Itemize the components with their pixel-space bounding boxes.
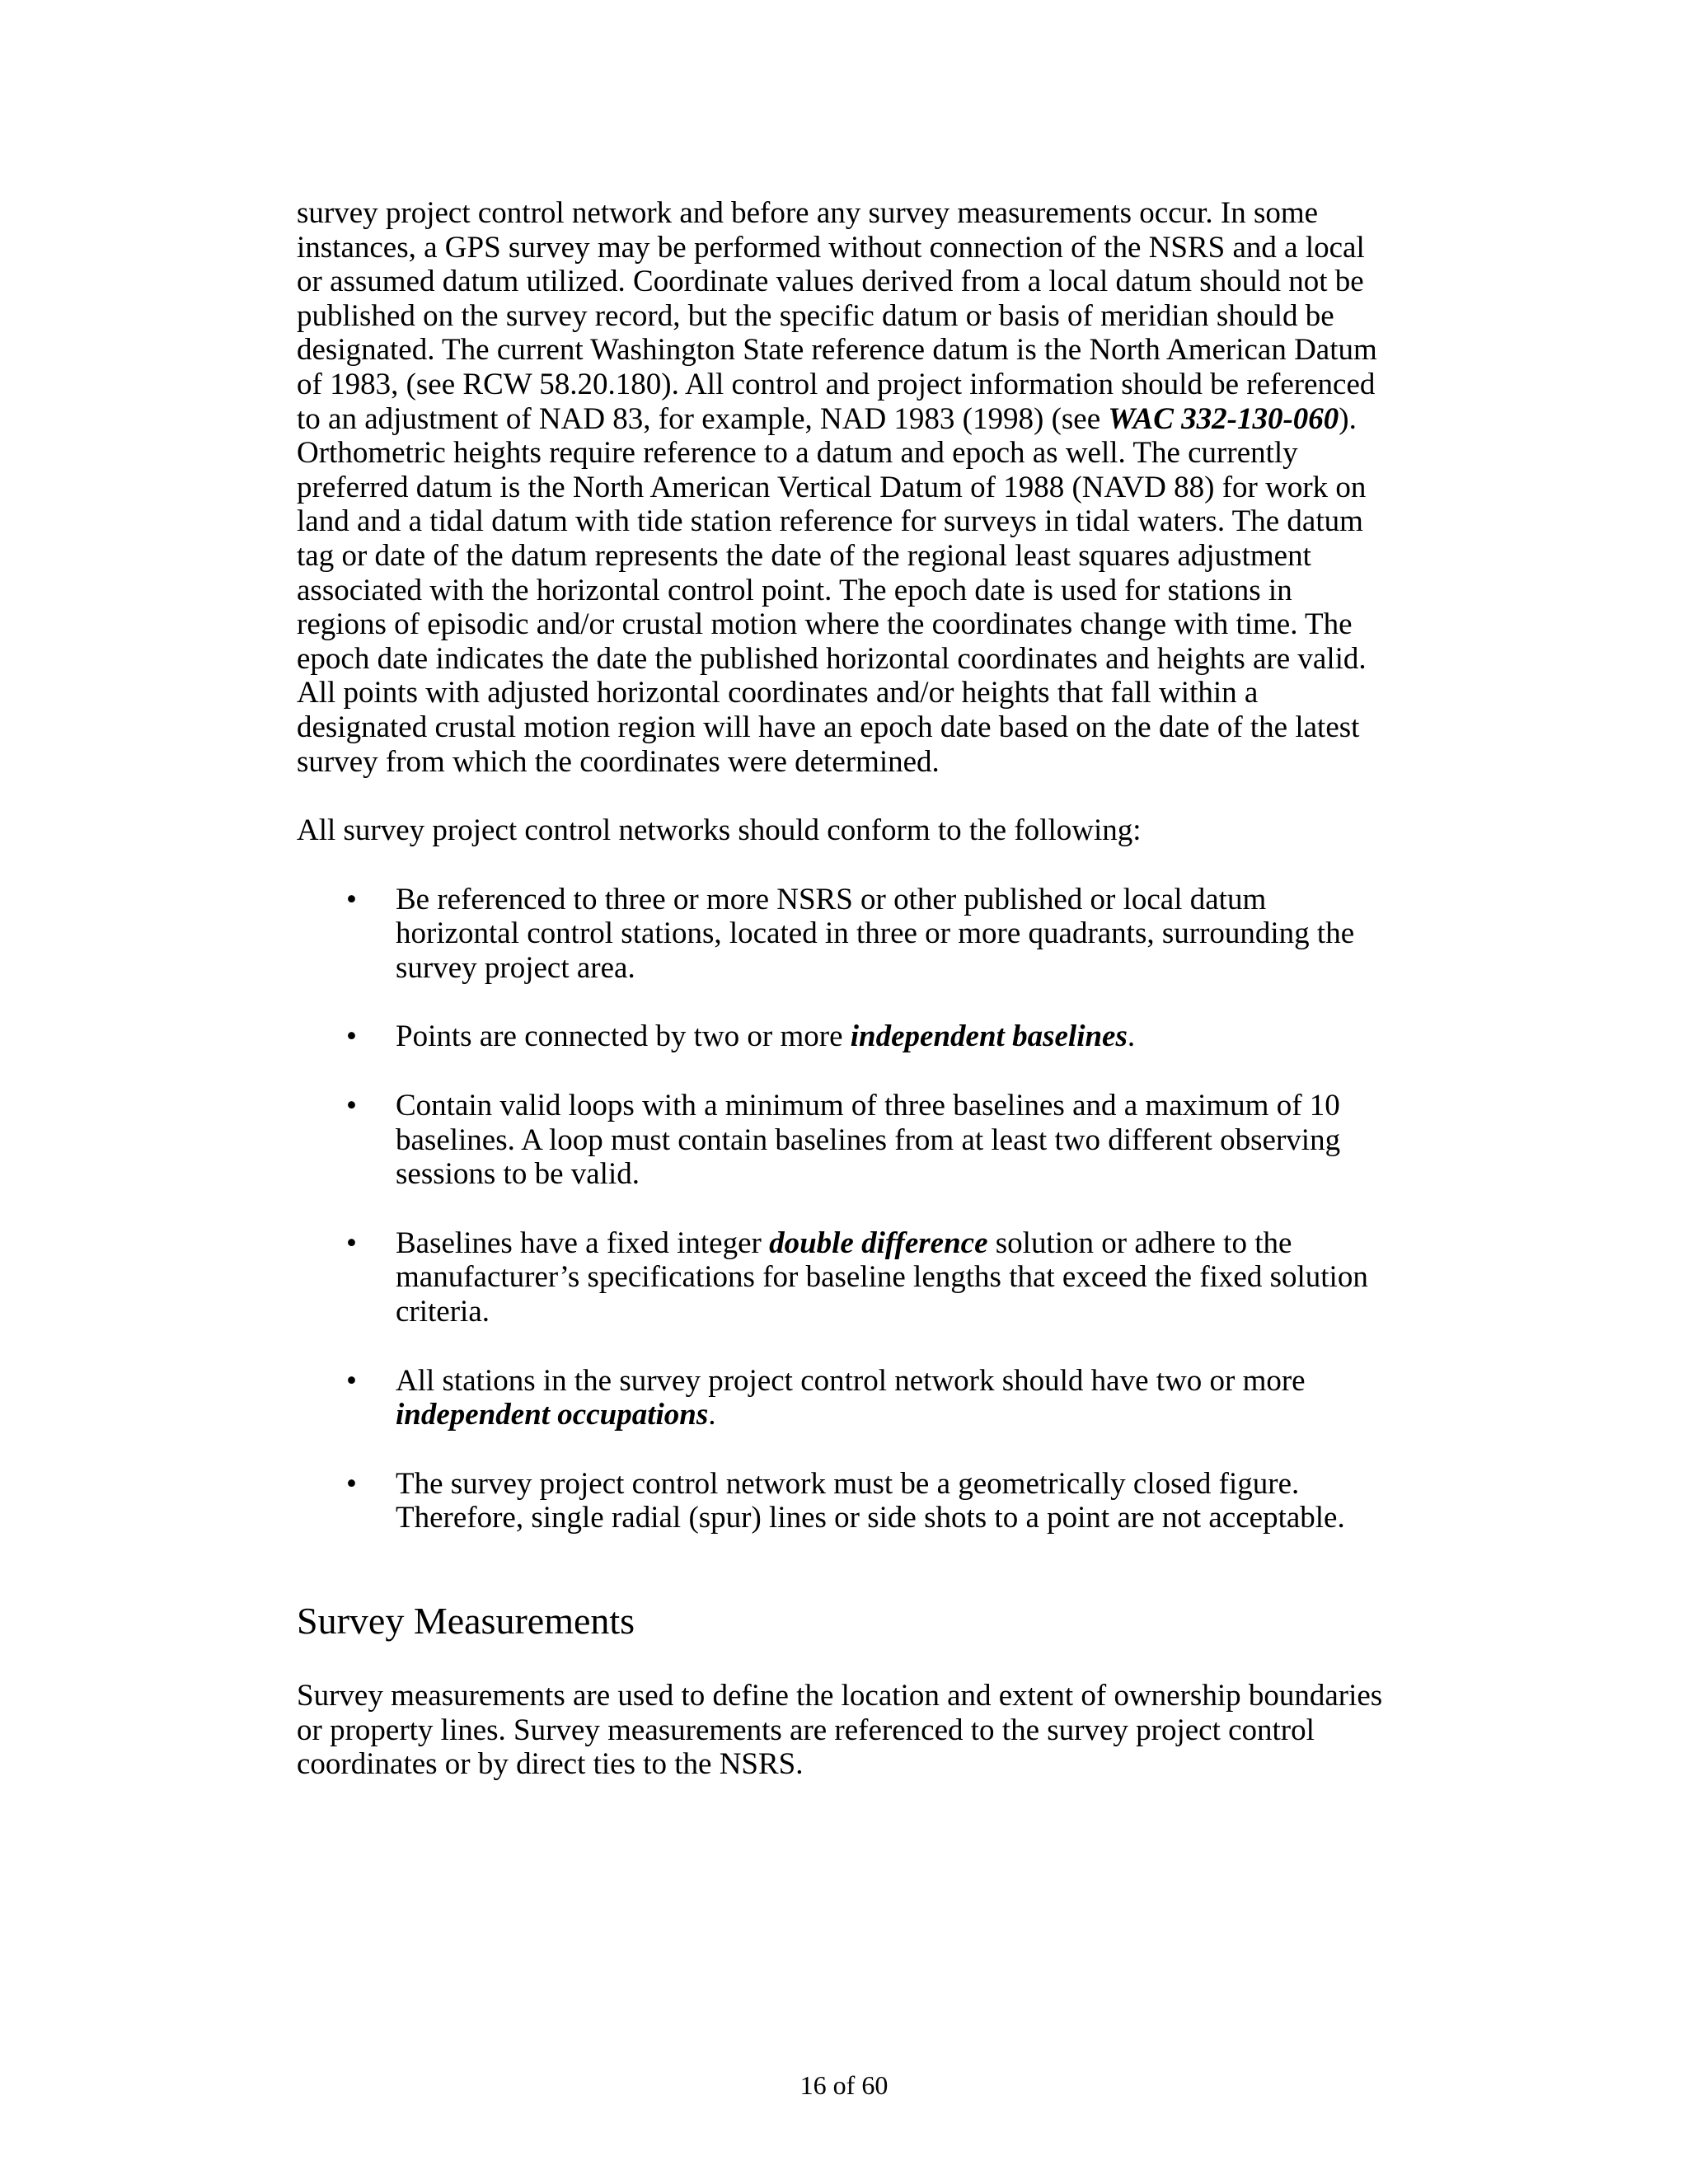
section-heading: Survey Measurements [297, 1600, 635, 1642]
page-number-of: of [832, 2070, 856, 2100]
page-number-current: 16 [799, 2070, 827, 2100]
bullet-icon: • [346, 1363, 357, 1398]
page-number [0, 2070, 1688, 2101]
list-intro: All survey project control networks should conform to the following: [297, 813, 1142, 848]
bullet-icon: • [346, 1089, 357, 1123]
page-number-total: 60 [861, 2070, 889, 2100]
list-item-text: Baselines have a fixed integer [396, 1226, 770, 1260]
bullet-icon: • [346, 1019, 357, 1054]
list-item [297, 883, 1389, 986]
list-item [297, 1364, 1389, 1432]
list-item-text-end: . [1127, 1019, 1136, 1054]
paragraph-datum-text-1: survey project control network and before any survey measurements occur. In some instances, a GPS survey may be performed without connection of the NSRS and a local or assumed datum utilized. Coordinate values derived from a local datum should not be published on the survey record, but the specific datum or basis of meridian should be designated. The current Washington State reference datum is the North American Datum of 1983, (see RCW 58.20.180). All control and project information should be referenced to an adjustment of NAD 83, for example, NAD 1983 (1998) (see [297, 196, 1377, 436]
list-item-text: All stations in the survey project control network should have two or more [396, 1363, 1306, 1398]
wac-reference: WAC 332-130-060 [1108, 401, 1339, 436]
term-independent-baselines: independent baselines [850, 1019, 1128, 1054]
list-item [297, 1019, 1389, 1054]
bullet-icon: • [346, 1226, 357, 1260]
paragraph-survey-measurements: Survey measurements are used to define the location and extent of ownership boundaries or property lines. Survey measurements are referenced to the survey project control coordinates or by direct ties to the NSRS. [297, 1679, 1383, 1782]
list-item [297, 1089, 1389, 1192]
list-item-text: Be referenced to three or more NSRS or other published or local datum horizontal control stations, located in three or more quadrants, surrounding the survey project area. [396, 882, 1355, 985]
requirements-list [297, 883, 1389, 1535]
term-independent-occupations: independent occupations [396, 1398, 709, 1432]
list-item [297, 1226, 1389, 1329]
list-item [297, 1467, 1389, 1535]
paragraph-datum-text-2: ). Orthometric heights require reference to a datum and epoch as well. The currently preferred datum is the North American Vertical Datum of 1988 (NAVD 88) for work on land and a tidal datum with tide station reference for surveys in tidal waters. The datum tag or date of the datum represents the date of the regional least squares adjustment associated with the horizontal control point. The epoch date is used for stations in regions of episodic and/or crustal motion where the coordinates change with time. The epoch date indicates the date the published horizontal coordinates and heights are valid. All points with adjusted horizontal coordinates and/or heights that fall within a designated crustal motion region will have an epoch date based on the date of the latest survey from which the coordinates were determined. [297, 401, 1367, 779]
bullet-icon: • [346, 882, 357, 916]
list-item-text-end: solution or adhere to the manufacturer’s specifications for baseline lengths that exceed the fixed solution criteria. [396, 1226, 1368, 1329]
term-double-difference: double difference [769, 1226, 988, 1260]
list-item-text: Points are connected by two or more [396, 1019, 851, 1054]
list-item-text-end: . [708, 1398, 716, 1432]
bullet-icon: • [346, 1466, 357, 1501]
list-item-text: Contain valid loops with a minimum of three baselines and a maximum of 10 baselines. A loop must contain baselines from at least two different observing sessions to be valid. [396, 1089, 1341, 1192]
list-item-text: The survey project control network must be a geometrically closed figure. Therefore, single radial (spur) lines or side shots to a point are not acceptable. [396, 1466, 1345, 1535]
paragraph-datum [297, 196, 1389, 779]
page-content [297, 196, 1389, 1782]
